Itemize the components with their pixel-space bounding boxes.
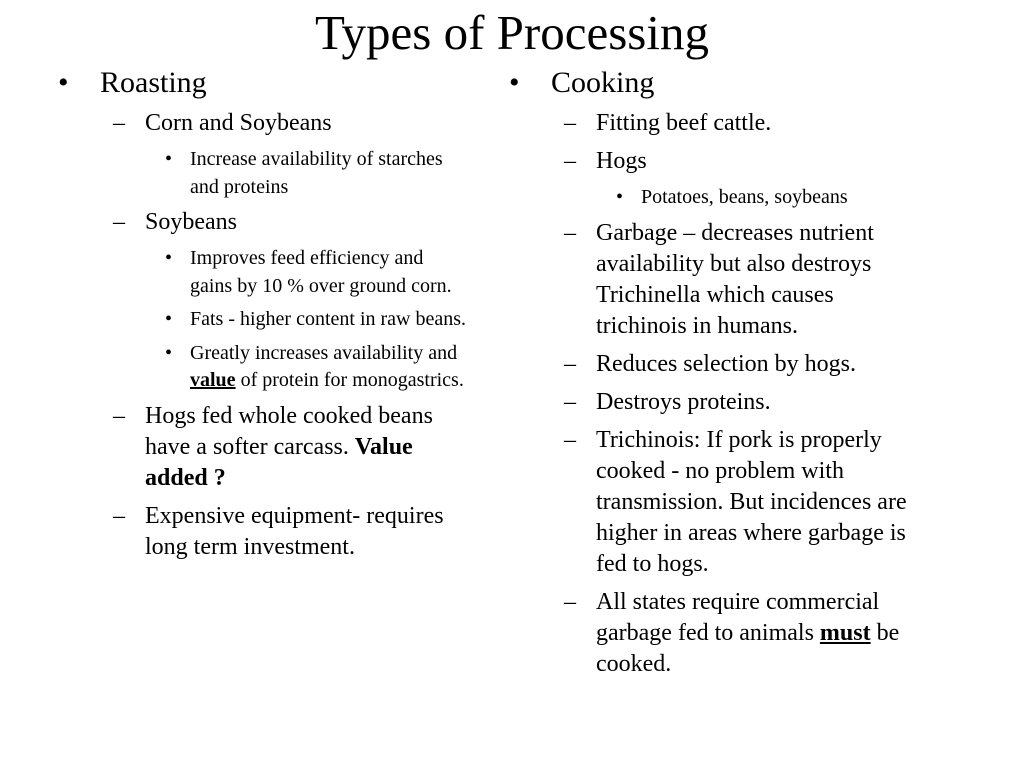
dash-marker: – xyxy=(564,350,576,377)
list-item xyxy=(509,108,929,139)
text-segment: be cooked. xyxy=(596,619,900,677)
list-item-text: Hogs xyxy=(596,148,647,174)
list-item xyxy=(509,146,929,177)
bullet-marker: • xyxy=(165,308,173,330)
list-item xyxy=(509,184,929,212)
list-item-text xyxy=(190,340,468,395)
list-item xyxy=(509,387,929,418)
list-item xyxy=(58,306,468,334)
dash-marker: – xyxy=(564,148,576,174)
bullet-marker: • xyxy=(165,247,173,269)
bullet-marker: • xyxy=(509,66,520,99)
list-item-text: Destroys proteins. xyxy=(596,388,771,415)
list-item-text: Garbage – decreases nutrient availability but also destroys Trichinella which causes trichinois in humans. xyxy=(596,219,874,339)
heading-roasting xyxy=(58,66,468,100)
dash-marker: – xyxy=(113,110,125,136)
dash-marker: – xyxy=(564,388,576,415)
emphasis-must: must xyxy=(819,619,871,646)
text-segment: of protein for monogastrics. xyxy=(235,369,464,391)
dash-marker: – xyxy=(564,219,576,246)
list-item-text: Reduces selection by hogs. xyxy=(596,350,856,377)
list-item-text: Expensive equipment- requires long term investment. xyxy=(145,502,444,560)
list-item-text: Trichinois: If pork is properly cooked - no problem with transmission. But incidences are higher in areas where garbage is fed to hogs. xyxy=(596,426,907,577)
list-item-text: Increase availability of starches and proteins xyxy=(190,148,443,198)
list-item xyxy=(58,108,468,139)
list-item-text: Corn and Soybeans xyxy=(145,110,332,136)
text-segment: All states require commercial garbage fed to animals xyxy=(596,588,880,646)
list-item-text xyxy=(145,401,468,494)
list-item xyxy=(58,207,468,238)
slide-title: Types of Processing xyxy=(315,5,709,60)
list-item-text: Potatoes, beans, soybeans xyxy=(641,186,848,208)
list-item-text: Fats - higher content in raw beans. xyxy=(190,308,467,330)
dash-marker: – xyxy=(564,426,576,453)
list-item xyxy=(58,401,468,494)
text-segment: Greatly increases availability and xyxy=(190,341,458,364)
dash-marker: – xyxy=(113,209,125,235)
list-item xyxy=(58,340,468,395)
list-item xyxy=(509,587,929,680)
list-item-text: Fitting beef cattle. xyxy=(596,110,772,136)
list-item xyxy=(58,245,468,300)
bullet-marker: • xyxy=(58,66,69,99)
text-segment: Hogs fed whole cooked beans have a softer carcass. xyxy=(145,402,433,460)
list-item-text: Improves feed efficiency and gains by 10 % over ground corn. xyxy=(190,247,452,297)
bullet-marker: • xyxy=(165,148,173,170)
emphasis-value-added: Value added ? xyxy=(145,433,413,491)
left-column xyxy=(58,66,468,570)
list-item xyxy=(509,349,929,380)
heading-cooking-text: Cooking xyxy=(551,66,655,99)
right-column xyxy=(509,66,929,687)
list-item xyxy=(58,501,468,563)
bullet-marker: • xyxy=(616,186,624,208)
dash-marker: – xyxy=(113,502,125,529)
list-item xyxy=(509,218,929,342)
dash-marker: – xyxy=(113,402,125,429)
emphasis-value: value xyxy=(190,369,236,391)
dash-marker: – xyxy=(564,588,576,615)
heading-cooking xyxy=(509,66,929,100)
bullet-marker: • xyxy=(165,341,173,364)
list-item xyxy=(58,146,468,201)
dash-marker: – xyxy=(564,110,576,136)
list-item xyxy=(509,425,929,580)
list-item-text: Soybeans xyxy=(145,209,237,235)
heading-roasting-text: Roasting xyxy=(100,66,207,99)
list-item-text xyxy=(596,587,929,680)
